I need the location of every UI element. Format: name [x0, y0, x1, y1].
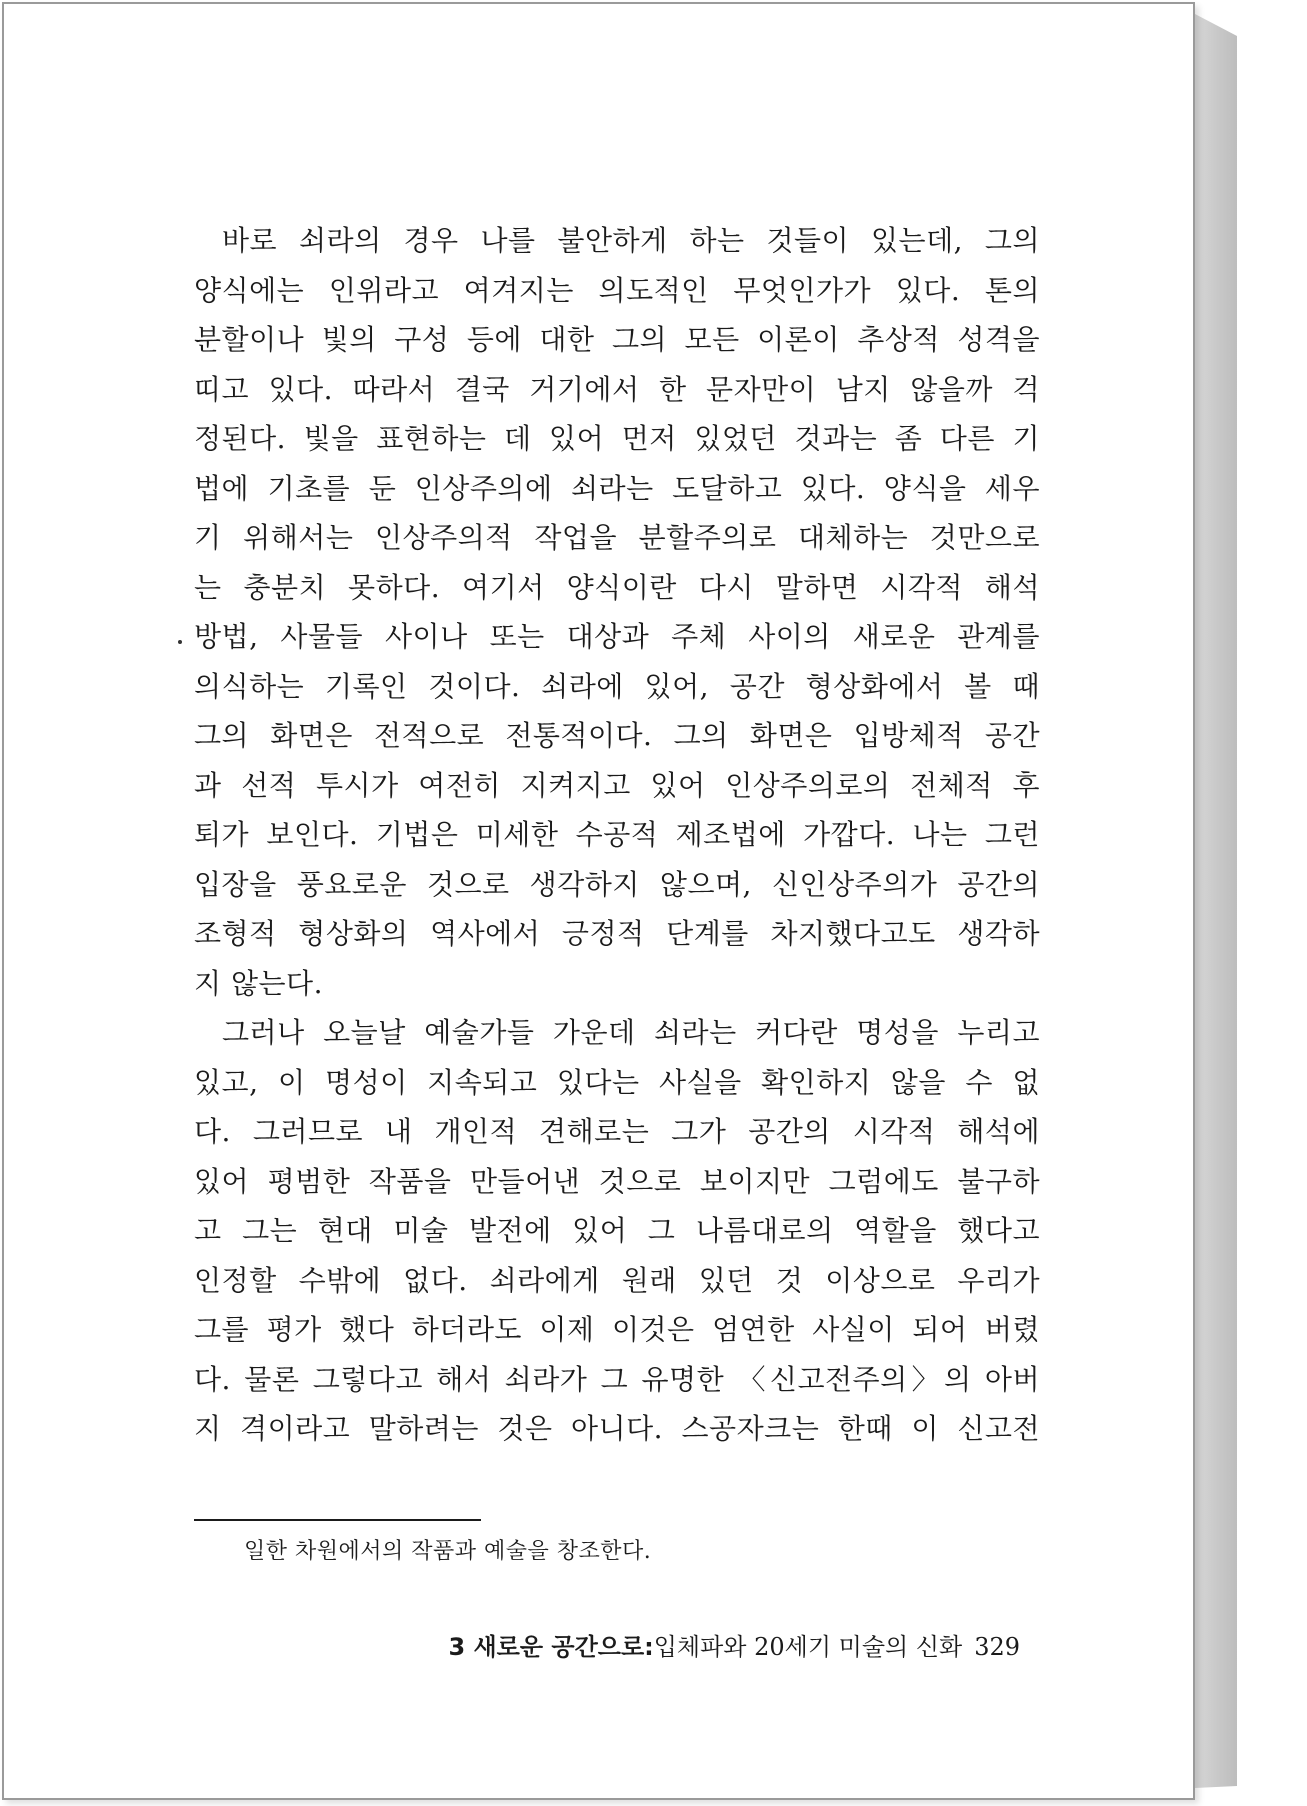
text-line-21: 고 그는 현대 미술 발전에 있어 그 나름대로의 역할을 했다고: [194, 1214, 1040, 1247]
text-line-10: 의식하는 기록인 것이다. 쇠라에 있어, 공간 형상화에서 볼 때: [194, 669, 1040, 703]
text-line-8: 는 충분치 못하다. 여기서 양식이란 다시 말하면 시각적 해석: [194, 570, 1040, 604]
text-line-18: 있고, 이 명성이 지속되고 있다는 사실을 확인하지 않을 수 없: [194, 1065, 1040, 1099]
text-line-4: 띠고 있다. 따라서 결국 거기에서 한 문자만이 남지 않을까 걱: [194, 372, 1040, 406]
footnote-rule: [194, 1519, 481, 1521]
text-line-22: 인정할 수밖에 없다. 쇠라에게 원래 있던 것 이상으로 우리가: [194, 1263, 1040, 1297]
running-footer: [424, 1627, 1020, 1662]
text-line-6: 법에 기초를 둔 인상주의에 쇠라는 도달하고 있다. 양식을 세우: [194, 471, 1040, 505]
text-line-1: 바로 쇠라의 경우 나를 불안하게 하는 것들이 있는데, 그의: [222, 224, 1040, 257]
text-line-23: 그를 평가 했다 하더라도 이제 이것은 엄연한 사실이 되어 버렸: [194, 1313, 1040, 1346]
book-page: [2, 2, 1195, 1800]
text-line-9: 방법, 사물들 사이나 또는 대상과 주체 사이의 새로운 관계를: [194, 620, 1040, 653]
page-number: 329: [974, 1633, 1020, 1661]
page-stack-edge: [1195, 14, 1237, 1788]
body-text: [194, 216, 1040, 1454]
text-line-12: 과 선적 투시가 여전히 지켜지고 있어 인상주의로의 전체적 후: [194, 768, 1040, 802]
text-line-20: 있어 평범한 작품을 만들어낸 것으로 보이지만 그럼에도 불구하: [194, 1164, 1040, 1198]
footnote: 일한 차원에서의 작품과 예술을 창조한다.: [244, 1539, 652, 1564]
text-line-5: 정된다. 빛을 표현하는 데 있어 먼저 있었던 것과는 좀 다른 기: [194, 422, 1040, 455]
footer-subtitle: 입체파와 20세기 미술의 신화: [653, 1633, 963, 1661]
margin-dot: [178, 640, 182, 644]
text-line-16: 지 않는다.: [194, 966, 323, 1000]
text-line-3: 분할이나 빛의 구성 등에 대한 그의 모든 이론이 추상적 성격을: [194, 323, 1040, 356]
text-line-24: 다. 물론 그렇다고 해서 쇠라가 그 유명한 〈신고전주의〉의 아버: [194, 1362, 1040, 1396]
text-line-2: 양식에는 인위라고 여겨지는 의도적인 무엇인가가 있다. 톤의: [194, 273, 1040, 307]
text-line-7: 기 위해서는 인상주의적 작업을 분할주의로 대체하는 것만으로: [194, 521, 1040, 554]
text-line-19: 다. 그러므로 내 개인적 견해로는 그가 공간의 시각적 해석에: [194, 1115, 1040, 1148]
text-line-15: 조형적 형상화의 역사에서 긍정적 단계를 차지했다고도 생각하: [194, 917, 1040, 950]
text-line-17: 그러나 오늘날 예술가들 가운데 쇠라는 커다란 명성을 누리고: [222, 1016, 1040, 1049]
footer-chapter-title: 3 새로운 공간으로:: [448, 1633, 654, 1661]
text-line-11: 그의 화면은 전적으로 전통적이다. 그의 화면은 입방체적 공간: [194, 719, 1040, 752]
text-line-25: 지 격이라고 말하려는 것은 아니다. 스공자크는 한때 이 신고전: [194, 1412, 1040, 1445]
text-line-14: 입장을 풍요로운 것으로 생각하지 않으며, 신인상주의가 공간의: [194, 867, 1040, 901]
text-line-13: 퇴가 보인다. 기법은 미세한 수공적 제조법에 가깝다. 나는 그런: [194, 818, 1040, 851]
